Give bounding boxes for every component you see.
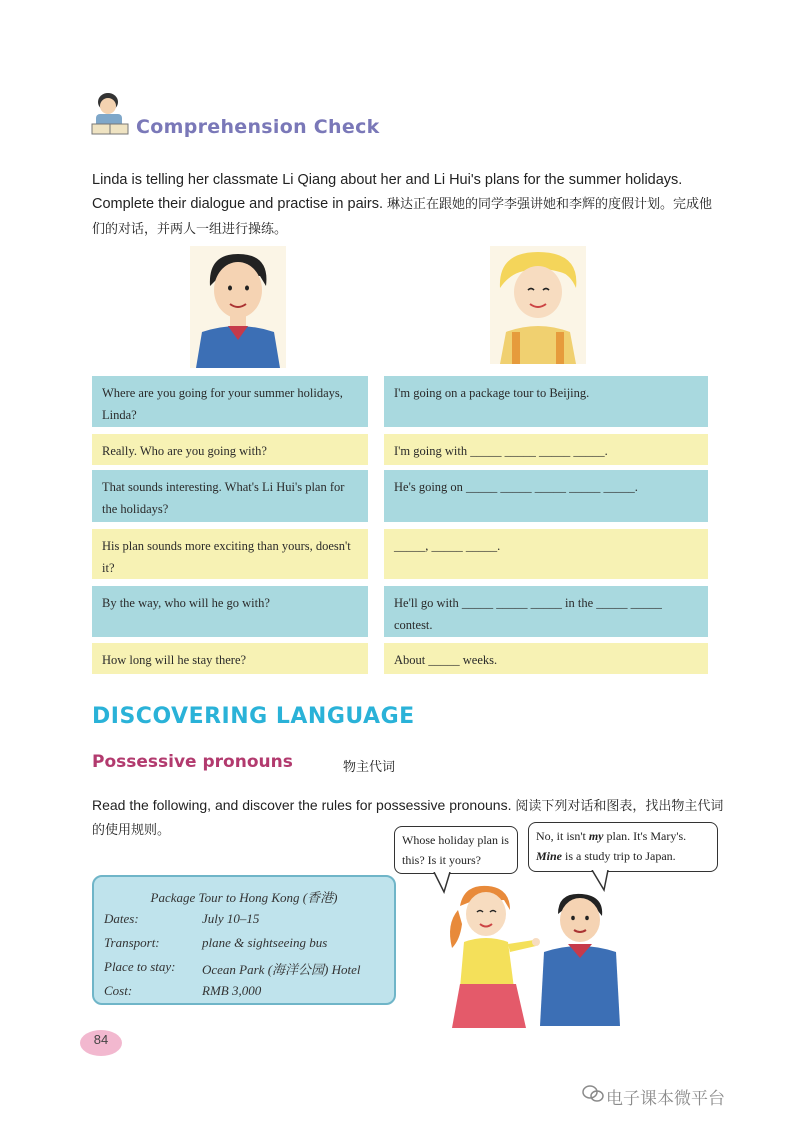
intro-zh: 琳达正在跟她的同学李强讲她和李辉的度假计划。完成他们的对话，并两人一组进行操练。 — [92, 197, 713, 237]
instruction-en: Read the following, and discover the rules for possessive pronouns. — [92, 797, 512, 813]
boy-speech-part-3: is a study trip to Japan. — [565, 849, 676, 863]
dialogue-right-1: I'm going on a package tour to Beijing. — [384, 376, 708, 427]
dialogue-left-6: How long will he stay there? — [92, 643, 368, 674]
boy-speech-part-1: No, it isn't — [536, 829, 586, 843]
dialogue-right-6: About _____ weeks. — [384, 643, 708, 674]
boy-speech-mine: Mine — [536, 849, 563, 863]
dialogue-left-2: Really. Who are you going with? — [92, 434, 368, 465]
possessive-pronouns-title: Possessive pronouns — [92, 752, 293, 772]
dialogue-right-3: He's going on _____ _____ _____ _____ _____. — [384, 470, 708, 522]
dialogue-left-4: His plan sounds more exciting than yours, doesn't it? — [92, 529, 368, 579]
tour-card-label: Transport: — [104, 935, 160, 950]
tour-card-value: RMB 3,000 — [202, 983, 262, 998]
tour-card-value: Ocean Park (海洋公园) Hotel — [202, 962, 361, 977]
girl-speech-bubble — [394, 826, 518, 874]
tour-card-value: plane & sightseeing bus — [202, 935, 328, 950]
dialogue-left-3: That sounds interesting. What's Li Hui's plan for the holidays? — [92, 470, 368, 522]
li-qiang-illustration — [190, 246, 286, 368]
tour-card-label: Cost: — [104, 983, 133, 998]
dialogue-left-5: By the way, who will he go with? — [92, 586, 368, 637]
boy-speech-bubble — [528, 822, 718, 872]
wechat-icon — [582, 1084, 604, 1104]
tour-info-card — [92, 875, 396, 1005]
instruction-zh: 阅读下列对话和图表，找出物主代词的使用规则。 — [92, 799, 724, 838]
dialogue-left-1: Where are you going for your summer holidays, Linda? — [92, 376, 368, 427]
intro-en: Linda is telling her classmate Li Qiang about her and Li Hui's plans for the summer holidays. Complete their dialogue and practise in pairs. — [92, 172, 683, 212]
tour-card-value: July 10–15 — [202, 911, 260, 926]
page-number: 84 — [80, 1030, 122, 1056]
tour-card-title: Package Tour to Hong Kong (香港) — [150, 890, 338, 905]
reading-boy-icon — [88, 90, 132, 140]
watermark-text: 电子课本微平台 — [606, 1089, 725, 1109]
possessive-pronouns-zh: 物主代词 — [343, 760, 396, 775]
dialogue-right-5: He'll go with _____ _____ _____ in the _____ _____ contest. — [384, 586, 708, 637]
boy-bubble-tail — [590, 870, 614, 892]
comprehension-check-title: Comprehension Check — [136, 116, 380, 138]
tour-card-label: Dates: — [104, 911, 139, 926]
intro-paragraph — [92, 168, 722, 242]
boy-illustration — [534, 890, 626, 1026]
tour-card-label: Place to stay: — [104, 959, 176, 974]
linda-illustration — [490, 246, 586, 364]
boy-speech-my: my — [588, 829, 604, 843]
boy-speech-part-2: plan. It's Mary's. — [606, 829, 687, 843]
discovering-language-title: DISCOVERING LANGUAGE — [92, 704, 415, 729]
dialogue-right-2: I'm going with _____ _____ _____ _____. — [384, 434, 708, 465]
girl-speech-text: Whose holiday plan is this? Is it yours? — [402, 833, 509, 867]
girl-illustration — [430, 880, 550, 1030]
dialogue-right-4: _____, _____ _____. — [384, 529, 708, 579]
